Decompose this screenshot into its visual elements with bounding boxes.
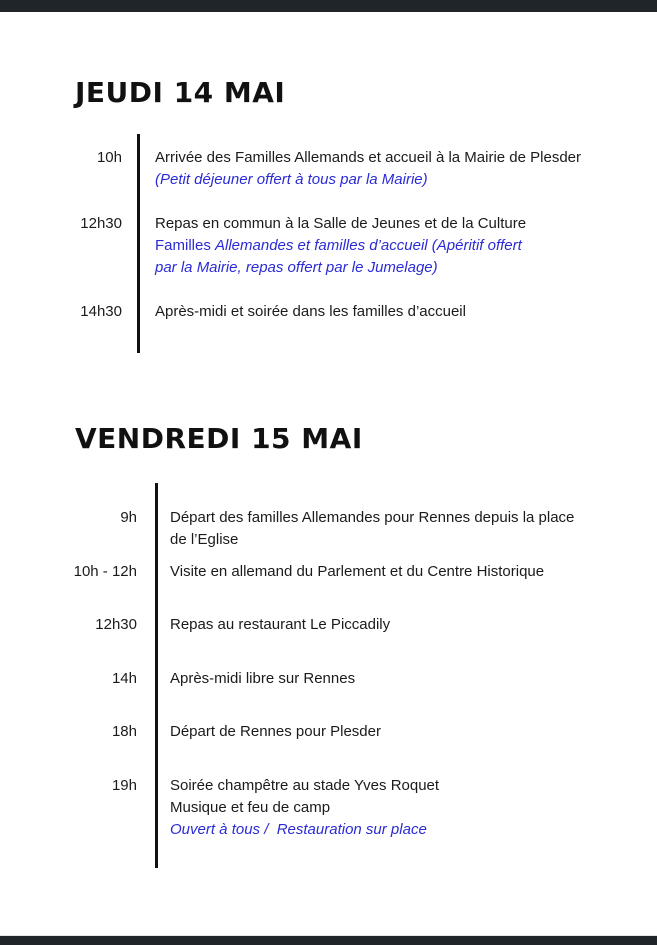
entry-text-line [170, 507, 607, 529]
text-segment: Départ des familles Allemandes pour Rennes depuis la place [170, 509, 575, 526]
entry-description [122, 301, 657, 323]
text-segment: par la Mairie, repas offert par le Jumelage) [155, 259, 438, 276]
entry-time: 12h30 [95, 616, 137, 633]
schedule-entry [0, 614, 657, 668]
entry-text-line [155, 235, 607, 257]
text-segment: Soirée champêtre au stade Yves Roquet [170, 776, 440, 794]
entry-text-line [170, 721, 607, 743]
entry-time: 18h [111, 723, 137, 740]
text-segment: Arrivée des Familles Allemands et accueil à la Mairie de Plesder [155, 149, 582, 166]
timeline-bar [155, 483, 158, 868]
schedule-vendredi [0, 507, 657, 841]
entry-text-line [170, 614, 607, 636]
schedule-entry [0, 507, 657, 561]
entry-text-line [170, 775, 607, 797]
entry-text-line [155, 213, 607, 235]
text-segment: de l’Eglise [170, 531, 239, 548]
schedule-entry [0, 561, 657, 615]
entry-description [137, 721, 657, 743]
entry-description [137, 507, 657, 551]
schedule-entry [0, 775, 657, 841]
program-content [0, 12, 657, 936]
entry-text-line [155, 257, 607, 279]
entry-text-line [170, 529, 607, 551]
timeline-bar [137, 134, 140, 353]
entry-text-line [155, 169, 607, 191]
text-segment: Après-midi et soirée dans les familles d’accueil [155, 303, 466, 320]
entry-text-line [170, 819, 607, 841]
entry-text-line [170, 797, 607, 819]
entry-description [137, 614, 657, 636]
text-segment: Repas au restaurant Le Piccadily [170, 616, 391, 633]
text-segment: Départ de Rennes pour Plesder [170, 723, 381, 740]
schedule-entry [0, 668, 657, 722]
schedule-entry [0, 213, 657, 279]
entry-time: 14h30 [80, 303, 122, 320]
text-segment: Allemandes et familles d’accueil (Apéritif offert [215, 237, 522, 254]
text-segment: Familles [155, 237, 216, 254]
entry-time: 10h - 12h [73, 562, 137, 580]
entry-time: 14h [111, 669, 137, 687]
entry-description [122, 213, 657, 279]
schedule-entry [0, 721, 657, 775]
entry-time: 9h [120, 509, 137, 526]
text-segment: Après-midi libre sur Rennes [170, 669, 356, 687]
day-title-jeudi: JEUDI 14 MAI [75, 76, 286, 109]
text-segment: Visite en allemand du Parlement et du Centre Historique [170, 562, 545, 580]
entry-time: 10h [96, 149, 122, 166]
entry-description [122, 147, 657, 191]
entry-description [137, 561, 657, 583]
text-segment: Ouvert à tous / Restauration sur place [170, 820, 427, 838]
text-segment: Repas en commun à la Salle de Jeunes et de la Culture [155, 215, 527, 232]
top-bar [0, 0, 657, 12]
bottom-bar [0, 935, 657, 945]
schedule-entry [0, 147, 657, 191]
entry-text-line [170, 561, 607, 583]
schedule-entry [0, 301, 657, 323]
entry-text-line [155, 301, 607, 323]
schedule-jeudi [0, 147, 657, 323]
entry-time: 12h30 [80, 215, 122, 232]
day-title-vendredi: VENDREDI 15 MAI [75, 422, 363, 455]
text-segment: (Petit déjeuner offert à tous par la Mairie) [155, 171, 428, 188]
text-segment: Musique et feu de camp [170, 798, 331, 816]
entry-text-line [170, 668, 607, 690]
entry-description [137, 775, 657, 841]
entry-description [137, 668, 657, 690]
entry-time: 19h [111, 776, 137, 794]
entry-text-line [155, 147, 607, 169]
